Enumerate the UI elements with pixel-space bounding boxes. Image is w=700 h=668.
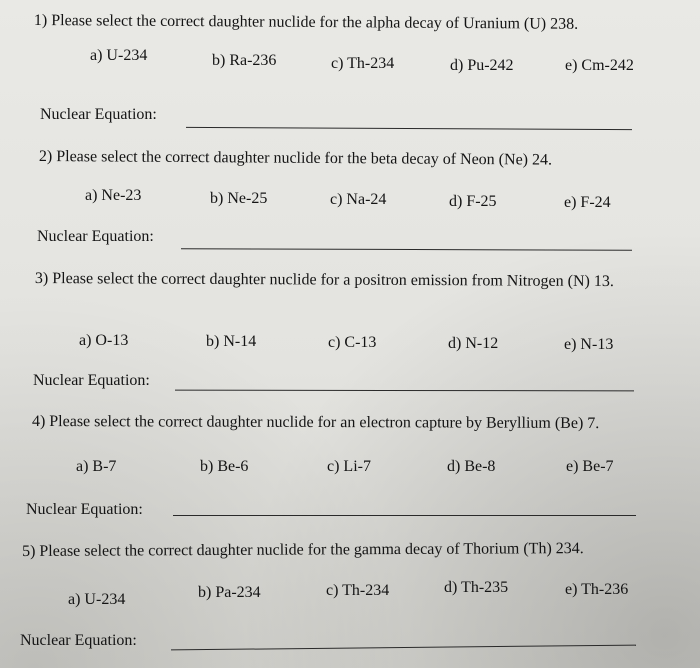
question-2-option-a[interactable]: a) Ne-23 — [85, 187, 142, 204]
question-5-option-c[interactable]: c) Th-234 — [326, 582, 390, 599]
question-5-equation-label: Nuclear Equation: — [20, 632, 137, 649]
question-1-option-d[interactable]: d) Pu-242 — [450, 57, 514, 74]
question-2-option-b[interactable]: b) Ne-25 — [210, 190, 268, 207]
question-2-text: 2) Please select the correct daughter nuclide for the beta decay of Neon (Ne) 24. — [38, 147, 553, 169]
question-3-option-b[interactable]: b) N-14 — [206, 333, 257, 350]
question-3-equation-blank[interactable] — [175, 390, 634, 392]
question-5-option-e[interactable]: e) Th-236 — [565, 581, 629, 598]
question-1-equation-blank[interactable] — [186, 127, 632, 130]
question-1-text: 1) Please select the correct daughter nuclide for the alpha decay of Uranium (U) 238. — [33, 11, 579, 33]
question-2-equation-label: Nuclear Equation: — [37, 228, 154, 245]
question-4-option-c[interactable]: c) Li-7 — [327, 458, 371, 475]
question-4-option-a[interactable]: a) B-7 — [76, 458, 117, 475]
question-3-equation-label: Nuclear Equation: — [33, 372, 150, 389]
question-5-option-d[interactable]: d) Th-235 — [444, 579, 509, 596]
question-3-option-e[interactable]: e) N-13 — [564, 336, 614, 353]
question-5-option-b[interactable]: b) Pa-234 — [198, 584, 261, 601]
question-5-text: 5) Please select the correct daughter nuclide for the gamma decay of Thorium (Th) 234. — [22, 540, 584, 560]
question-4-option-e[interactable]: e) Be-7 — [566, 458, 614, 475]
question-4-option-b[interactable]: b) Be-6 — [200, 458, 249, 475]
question-2-option-e[interactable]: e) F-24 — [564, 194, 611, 211]
question-5-option-a[interactable]: a) U-234 — [68, 591, 126, 608]
question-3-option-d[interactable]: d) N-12 — [448, 335, 499, 352]
question-1-option-e[interactable]: e) Cm-242 — [565, 57, 634, 74]
question-4-text: 4) Please select the correct daughter nuclide for an electron capture by Beryllium (Be) 7. — [31, 413, 600, 432]
question-2-equation-blank[interactable] — [181, 248, 632, 251]
question-3-option-c[interactable]: c) C-13 — [328, 334, 377, 351]
question-1-option-b[interactable]: b) Ra-236 — [212, 52, 277, 69]
question-4-equation-label: Nuclear Equation: — [26, 501, 143, 518]
question-1-equation-label: Nuclear Equation: — [40, 106, 157, 123]
question-4-option-d[interactable]: d) Be-8 — [447, 458, 496, 475]
question-5-equation-blank[interactable] — [171, 645, 636, 651]
question-3-text: 3) Please select the correct daughter nuclide for a positron emission from Nitrogen (N) 13. — [34, 270, 614, 291]
question-2-option-d[interactable]: d) F-25 — [449, 193, 497, 210]
question-3-option-a[interactable]: a) O-13 — [79, 332, 129, 349]
question-4-equation-blank[interactable] — [173, 515, 636, 516]
question-1-option-a[interactable]: a) U-234 — [90, 47, 148, 64]
question-1-option-c[interactable]: c) Th-234 — [331, 55, 395, 72]
question-2-option-c[interactable]: c) Na-24 — [330, 191, 387, 208]
